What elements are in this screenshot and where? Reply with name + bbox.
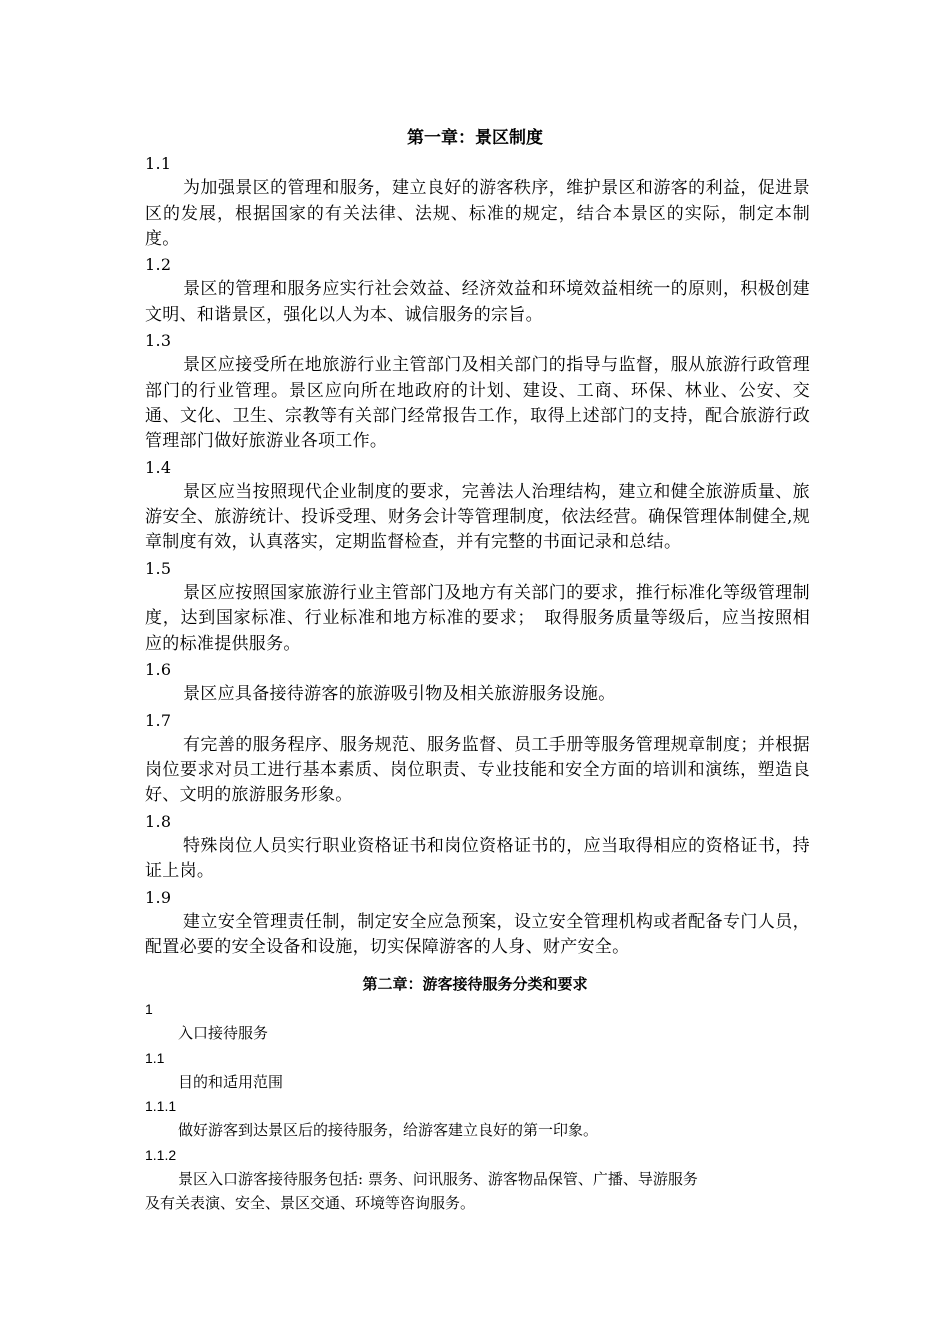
item-number: 1.1.2 [145, 1146, 177, 1163]
section-1-7 [145, 708, 810, 809]
section-number: 1.3 [145, 331, 172, 351]
section-1-1 [145, 151, 810, 252]
item-1-1-1 [145, 1094, 810, 1143]
section-1-9 [145, 885, 810, 961]
section-1-5 [145, 556, 810, 657]
section-number: 1.7 [145, 710, 172, 730]
section-text: 景区应接受所在地旅游行业主管部门及相关部门的指导与监督，服从旅游行政管理部门的行业管理。景区应向所在地政府的计划、建设、工商、环保、林业、公安、交通、文化、卫生、宗教等有关部门经常报告工作，取得上述部门的支持，配合旅游行政管理部门做好旅游业各项工作。 [145, 355, 810, 452]
section-1-8 [145, 809, 810, 885]
section-text: 景区的管理和服务应实行社会效益、经济效益和环境效益相统一的原则，积极创建文明、和谐景区，强化以人为本、诚信服务的宗旨。 [145, 279, 810, 325]
section-number: 1.2 [145, 255, 172, 275]
section-text: 特殊岗位人员实行职业资格证书和岗位资格证书的，应当取得相应的资格证书，持证上岗。 [145, 836, 810, 882]
chapter-2-body [145, 997, 810, 1216]
item-number: 1.1.1 [145, 1098, 177, 1115]
item-text: 目的和适用范围 [178, 1072, 284, 1091]
item-number: 1 [145, 1001, 153, 1017]
section-number: 1.6 [145, 659, 172, 679]
section-number: 1.5 [145, 558, 172, 578]
item-1-1 [145, 1046, 810, 1095]
section-1-6 [145, 657, 810, 708]
chapter-2-title: 第二章：游客接待服务分类和要求 [362, 975, 588, 993]
section-text: 为加强景区的管理和服务，建立良好的游客秩序，维护景区和游客的利益，促进景区的发展，根据国家的有关法律、法规、标准的规定，结合本景区的实际，制定本制度。 [145, 178, 810, 249]
section-text: 建立安全管理责任制，制定安全应急预案，设立安全管理机构或者配备专门人员，配置必要的安全设备和设施，切实保障游客的人身、财产安全。 [145, 911, 810, 958]
item-text: 入口接待服务 [178, 1024, 269, 1043]
section-text: 景区应具备接待游客的旅游吸引物及相关旅游服务设施。 [183, 684, 616, 705]
section-number: 1.4 [145, 457, 172, 477]
chapter-1-title: 第一章：景区制度 [407, 128, 543, 148]
item-text: 做好游客到达景区后的接待服务，给游客建立良好的第一印象。 [178, 1121, 599, 1140]
section-1-2 [145, 252, 810, 328]
section-1-4 [145, 455, 810, 556]
section-text: 景区应按照国家旅游行业主管部门及地方有关部门的要求，推行标准化等级管理制度，达到国家标准、行业标准和地方标准的要求； 取得服务质量等级后，应当按照相应的标准提供服务。 [145, 583, 810, 654]
item-text: 景区入口游客接待服务包括: 票务、问讯服务、游客物品保管、广播、导游服务 [178, 1170, 698, 1189]
chapter-1-body [145, 151, 810, 961]
section-text: 景区应当按照现代企业制度的要求，完善法人治理结构，建立和健全旅游质量、旅游安全、旅游统计、投诉受理、财务会计等管理制度，依法经营。确保管理体制健全,规章制度有效，认真落实，定期监督检查，并有完整的书面记录和总结。 [145, 481, 810, 553]
section-number: 1.1 [145, 154, 172, 173]
item-text-continued: 及有关表演、安全、景区交通、环境等咨询服务。 [145, 1194, 476, 1213]
item-1-1-2 [145, 1143, 810, 1216]
item-number: 1.1 [145, 1049, 165, 1066]
section-text: 有完善的服务程序、服务规范、服务监督、员工手册等服务管理规章制度；并根据岗位要求对员工进行基本素质、岗位职责、专业技能和安全方面的培训和演练，塑造良好、文明的旅游服务形象。 [145, 734, 810, 806]
item-1 [145, 997, 810, 1046]
section-number: 1.9 [145, 887, 172, 907]
section-1-3 [145, 328, 810, 454]
section-number: 1.8 [145, 811, 172, 831]
